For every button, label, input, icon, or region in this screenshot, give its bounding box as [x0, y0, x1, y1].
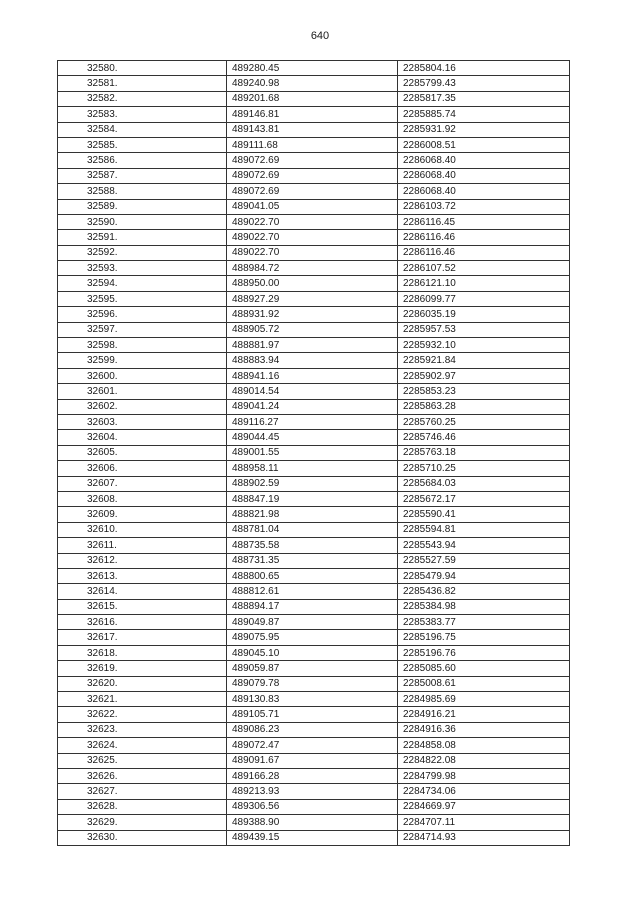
x-coordinate-cell: 489306.56 — [227, 799, 398, 814]
table-row — [58, 137, 570, 152]
x-coordinate-cell: 489041.05 — [227, 199, 398, 214]
y-coordinate-cell: 2286107.52 — [398, 261, 570, 276]
point-number-cell: 32589. — [58, 199, 227, 214]
table-row — [58, 784, 570, 799]
point-number-cell: 32607. — [58, 476, 227, 491]
point-number-cell: 32616. — [58, 615, 227, 630]
x-coordinate-cell: 489213.93 — [227, 784, 398, 799]
y-coordinate-cell: 2286116.46 — [398, 230, 570, 245]
coordinates-table — [57, 60, 570, 846]
table-row — [58, 768, 570, 783]
x-coordinate-cell: 489130.83 — [227, 692, 398, 707]
y-coordinate-cell: 2285817.35 — [398, 91, 570, 106]
y-coordinate-cell: 2285853.23 — [398, 384, 570, 399]
x-coordinate-cell: 488821.98 — [227, 507, 398, 522]
y-coordinate-cell: 2285384.98 — [398, 599, 570, 614]
table-row — [58, 353, 570, 368]
x-coordinate-cell: 488927.29 — [227, 291, 398, 306]
point-number-cell: 32618. — [58, 645, 227, 660]
y-coordinate-cell: 2285746.46 — [398, 430, 570, 445]
y-coordinate-cell: 2285590.41 — [398, 507, 570, 522]
table-row — [58, 307, 570, 322]
table-row — [58, 338, 570, 353]
point-number-cell: 32583. — [58, 107, 227, 122]
y-coordinate-cell: 2284734.06 — [398, 784, 570, 799]
x-coordinate-cell: 488847.19 — [227, 491, 398, 506]
y-coordinate-cell: 2285804.16 — [398, 61, 570, 76]
x-coordinate-cell: 489079.78 — [227, 676, 398, 691]
y-coordinate-cell: 2284858.08 — [398, 738, 570, 753]
table-row — [58, 322, 570, 337]
point-number-cell: 32625. — [58, 753, 227, 768]
y-coordinate-cell: 2285594.81 — [398, 522, 570, 537]
x-coordinate-cell: 488881.97 — [227, 338, 398, 353]
y-coordinate-cell: 2286099.77 — [398, 291, 570, 306]
x-coordinate-cell: 489280.45 — [227, 61, 398, 76]
y-coordinate-cell: 2285799.43 — [398, 76, 570, 91]
y-coordinate-cell: 2284822.08 — [398, 753, 570, 768]
point-number-cell: 32586. — [58, 153, 227, 168]
y-coordinate-cell: 2285885.74 — [398, 107, 570, 122]
x-coordinate-cell: 489240.98 — [227, 76, 398, 91]
y-coordinate-cell: 2285957.53 — [398, 322, 570, 337]
point-number-cell: 32617. — [58, 630, 227, 645]
x-coordinate-cell: 489091.67 — [227, 753, 398, 768]
x-coordinate-cell: 489388.90 — [227, 815, 398, 830]
point-number-cell: 32613. — [58, 568, 227, 583]
table-row — [58, 599, 570, 614]
point-number-cell: 32621. — [58, 692, 227, 707]
x-coordinate-cell: 489049.87 — [227, 615, 398, 630]
point-number-cell: 32593. — [58, 261, 227, 276]
point-number-cell: 32609. — [58, 507, 227, 522]
x-coordinate-cell: 489111.68 — [227, 137, 398, 152]
table-row — [58, 368, 570, 383]
x-coordinate-cell: 489166.28 — [227, 768, 398, 783]
x-coordinate-cell: 489059.87 — [227, 661, 398, 676]
table-row — [58, 507, 570, 522]
x-coordinate-cell: 488735.58 — [227, 538, 398, 553]
y-coordinate-cell: 2285921.84 — [398, 353, 570, 368]
table-row — [58, 261, 570, 276]
table-row — [58, 61, 570, 76]
point-number-cell: 32581. — [58, 76, 227, 91]
table-row — [58, 107, 570, 122]
x-coordinate-cell: 489201.68 — [227, 91, 398, 106]
point-number-cell: 32598. — [58, 338, 227, 353]
table-row — [58, 707, 570, 722]
y-coordinate-cell: 2284799.98 — [398, 768, 570, 783]
y-coordinate-cell: 2284916.36 — [398, 722, 570, 737]
table-row — [58, 568, 570, 583]
page-number: 640 — [310, 30, 330, 42]
y-coordinate-cell: 2285196.76 — [398, 645, 570, 660]
x-coordinate-cell: 489086.23 — [227, 722, 398, 737]
x-coordinate-cell: 489014.54 — [227, 384, 398, 399]
point-number-cell: 32606. — [58, 461, 227, 476]
y-coordinate-cell: 2285863.28 — [398, 399, 570, 414]
y-coordinate-cell: 2286116.45 — [398, 214, 570, 229]
x-coordinate-cell: 488731.35 — [227, 553, 398, 568]
x-coordinate-cell: 489022.70 — [227, 214, 398, 229]
point-number-cell: 32594. — [58, 276, 227, 291]
table-row — [58, 276, 570, 291]
y-coordinate-cell: 2285760.25 — [398, 414, 570, 429]
table-row — [58, 122, 570, 137]
x-coordinate-cell: 489072.69 — [227, 168, 398, 183]
table-row — [58, 584, 570, 599]
x-coordinate-cell: 488902.59 — [227, 476, 398, 491]
x-coordinate-cell: 489022.70 — [227, 245, 398, 260]
x-coordinate-cell: 489146.81 — [227, 107, 398, 122]
point-number-cell: 32628. — [58, 799, 227, 814]
y-coordinate-cell: 2284707.11 — [398, 815, 570, 830]
y-coordinate-cell: 2285932.10 — [398, 338, 570, 353]
y-coordinate-cell: 2286121.10 — [398, 276, 570, 291]
table-row — [58, 491, 570, 506]
point-number-cell: 32588. — [58, 184, 227, 199]
table-row — [58, 230, 570, 245]
table-row — [58, 538, 570, 553]
table-row — [58, 76, 570, 91]
x-coordinate-cell: 488950.00 — [227, 276, 398, 291]
point-number-cell: 32596. — [58, 307, 227, 322]
y-coordinate-cell: 2285672.17 — [398, 491, 570, 506]
point-number-cell: 32584. — [58, 122, 227, 137]
y-coordinate-cell: 2286035.19 — [398, 307, 570, 322]
y-coordinate-cell: 2285710.25 — [398, 461, 570, 476]
x-coordinate-cell: 488781.04 — [227, 522, 398, 537]
y-coordinate-cell: 2284714.93 — [398, 830, 570, 845]
x-coordinate-cell: 488984.72 — [227, 261, 398, 276]
y-coordinate-cell: 2285479.94 — [398, 568, 570, 583]
point-number-cell: 32590. — [58, 214, 227, 229]
x-coordinate-cell: 488905.72 — [227, 322, 398, 337]
table-row — [58, 184, 570, 199]
x-coordinate-cell: 488941.16 — [227, 368, 398, 383]
point-number-cell: 32611. — [58, 538, 227, 553]
x-coordinate-cell: 488894.17 — [227, 599, 398, 614]
table-row — [58, 815, 570, 830]
table-row — [58, 830, 570, 845]
y-coordinate-cell: 2285543.94 — [398, 538, 570, 553]
x-coordinate-cell: 489022.70 — [227, 230, 398, 245]
point-number-cell: 32612. — [58, 553, 227, 568]
table-row — [58, 461, 570, 476]
y-coordinate-cell: 2285931.92 — [398, 122, 570, 137]
table-row — [58, 645, 570, 660]
point-number-cell: 32626. — [58, 768, 227, 783]
x-coordinate-cell: 489075.95 — [227, 630, 398, 645]
table-row — [58, 753, 570, 768]
x-coordinate-cell: 489143.81 — [227, 122, 398, 137]
table-row — [58, 384, 570, 399]
table-row — [58, 738, 570, 753]
table-row — [58, 168, 570, 183]
y-coordinate-cell: 2284985.69 — [398, 692, 570, 707]
x-coordinate-cell: 489072.69 — [227, 153, 398, 168]
point-number-cell: 32602. — [58, 399, 227, 414]
point-number-cell: 32608. — [58, 491, 227, 506]
x-coordinate-cell: 488812.61 — [227, 584, 398, 599]
point-number-cell: 32624. — [58, 738, 227, 753]
x-coordinate-cell: 489439.15 — [227, 830, 398, 845]
table-row — [58, 445, 570, 460]
y-coordinate-cell: 2285436.82 — [398, 584, 570, 599]
point-number-cell: 32627. — [58, 784, 227, 799]
point-number-cell: 32622. — [58, 707, 227, 722]
x-coordinate-cell: 489105.71 — [227, 707, 398, 722]
y-coordinate-cell: 2286068.40 — [398, 184, 570, 199]
y-coordinate-cell: 2286116.46 — [398, 245, 570, 260]
x-coordinate-cell: 488800.65 — [227, 568, 398, 583]
point-number-cell: 32619. — [58, 661, 227, 676]
point-number-cell: 32630. — [58, 830, 227, 845]
x-coordinate-cell: 489044.45 — [227, 430, 398, 445]
table-row — [58, 476, 570, 491]
y-coordinate-cell: 2285763.18 — [398, 445, 570, 460]
y-coordinate-cell: 2285085.60 — [398, 661, 570, 676]
point-number-cell: 32614. — [58, 584, 227, 599]
table-row — [58, 692, 570, 707]
point-number-cell: 32597. — [58, 322, 227, 337]
table-row — [58, 615, 570, 630]
x-coordinate-cell: 488883.94 — [227, 353, 398, 368]
table-row — [58, 153, 570, 168]
y-coordinate-cell: 2286103.72 — [398, 199, 570, 214]
x-coordinate-cell: 489041.24 — [227, 399, 398, 414]
point-number-cell: 32600. — [58, 368, 227, 383]
table-row — [58, 214, 570, 229]
point-number-cell: 32629. — [58, 815, 227, 830]
table-row — [58, 661, 570, 676]
y-coordinate-cell: 2285196.75 — [398, 630, 570, 645]
table-row — [58, 553, 570, 568]
x-coordinate-cell: 488958.11 — [227, 461, 398, 476]
y-coordinate-cell: 2285902.97 — [398, 368, 570, 383]
point-number-cell: 32599. — [58, 353, 227, 368]
table-row — [58, 414, 570, 429]
y-coordinate-cell: 2285383.77 — [398, 615, 570, 630]
coordinates-table-body — [58, 61, 570, 846]
y-coordinate-cell: 2286008.51 — [398, 137, 570, 152]
point-number-cell: 32587. — [58, 168, 227, 183]
x-coordinate-cell: 489001.55 — [227, 445, 398, 460]
x-coordinate-cell: 489072.69 — [227, 184, 398, 199]
table-row — [58, 199, 570, 214]
table-row — [58, 291, 570, 306]
table-row — [58, 245, 570, 260]
table-row — [58, 522, 570, 537]
x-coordinate-cell: 489072.47 — [227, 738, 398, 753]
y-coordinate-cell: 2285008.61 — [398, 676, 570, 691]
point-number-cell: 32615. — [58, 599, 227, 614]
table-row — [58, 676, 570, 691]
point-number-cell: 32603. — [58, 414, 227, 429]
point-number-cell: 32601. — [58, 384, 227, 399]
y-coordinate-cell: 2285527.59 — [398, 553, 570, 568]
point-number-cell: 32605. — [58, 445, 227, 460]
x-coordinate-cell: 489116.27 — [227, 414, 398, 429]
table-row — [58, 630, 570, 645]
x-coordinate-cell: 489045.10 — [227, 645, 398, 660]
point-number-cell: 32595. — [58, 291, 227, 306]
table-row — [58, 722, 570, 737]
point-number-cell: 32623. — [58, 722, 227, 737]
point-number-cell: 32604. — [58, 430, 227, 445]
point-number-cell: 32592. — [58, 245, 227, 260]
point-number-cell: 32585. — [58, 137, 227, 152]
y-coordinate-cell: 2286068.40 — [398, 153, 570, 168]
y-coordinate-cell: 2285684.03 — [398, 476, 570, 491]
y-coordinate-cell: 2284669.97 — [398, 799, 570, 814]
x-coordinate-cell: 488931.92 — [227, 307, 398, 322]
point-number-cell: 32591. — [58, 230, 227, 245]
point-number-cell: 32582. — [58, 91, 227, 106]
point-number-cell: 32620. — [58, 676, 227, 691]
y-coordinate-cell: 2286068.40 — [398, 168, 570, 183]
table-row — [58, 430, 570, 445]
table-row — [58, 399, 570, 414]
table-row — [58, 91, 570, 106]
table-row — [58, 799, 570, 814]
point-number-cell: 32580. — [58, 61, 227, 76]
y-coordinate-cell: 2284916.21 — [398, 707, 570, 722]
point-number-cell: 32610. — [58, 522, 227, 537]
